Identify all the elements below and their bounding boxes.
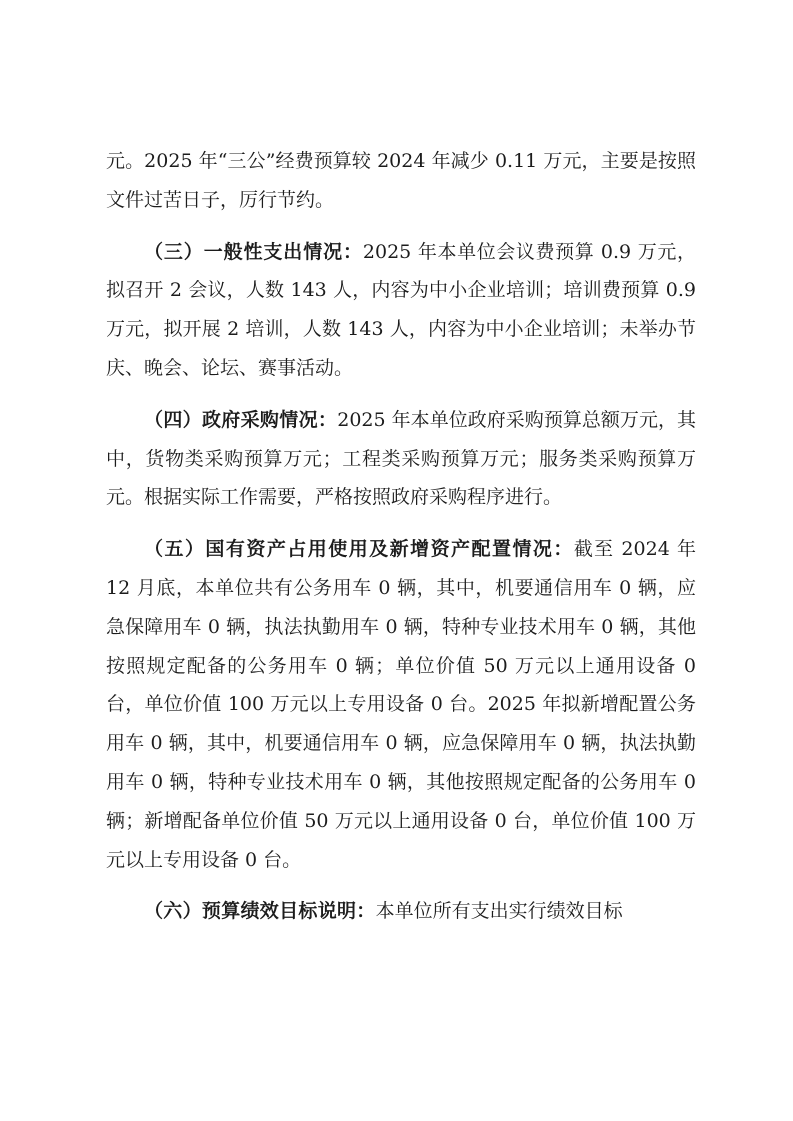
paragraph-general-expenditure xyxy=(106,233,696,388)
section-heading-four: （四）政府采购情况： xyxy=(144,408,338,431)
document-body xyxy=(106,142,696,931)
paragraph-performance-goals xyxy=(106,892,696,931)
paragraph-state-assets xyxy=(106,530,696,879)
paragraph-text: 元。2025 年“三公”经费预算较 2024 年减少 0.11 万元，主要是按照文件过苦日子，厉行节约。 xyxy=(106,150,696,211)
paragraph-text: 2025 年本单位政府采购预算总额万元，其中，货物类采购预算万元；工程类采购预算万元；服务类采购预算万元。根据实际工作需要，严格按照政府采购程序进行。 xyxy=(106,408,696,509)
paragraph-text: 2025 年本单位会议费预算 0.9 万元，拟召开 2 会议，人数 143 人，内容为中小企业培训；培训费预算 0.9 万元，拟开展 2 培训，人数 143 人，内容为中小企业培训；未举办节庆、晚会、论坛、赛事活动。 xyxy=(106,240,696,379)
paragraph-three-public-expenses xyxy=(106,142,696,220)
paragraph-text: 本单位所有支出实行绩效目标 xyxy=(375,900,623,923)
paragraph-government-procurement xyxy=(106,401,696,517)
section-heading-three: （三）一般性支出情况： xyxy=(144,240,363,263)
paragraph-text: 截至 2024 年 12 月底，本单位共有公务用车 0 辆，其中，机要通信用车 0 辆，应急保障用车 0 辆，执法执勤用车 0 辆，特种专业技术用车 0 辆，其他按照规定配备的公务用车 0 辆；单位价值 50 万元以上通用设备 0 台，单位价值 100 万元以上专用设备 0 台。2025 年拟新增配置公务用车 0 辆，其中，机要通信用车 0 辆，应急保障用车 0 辆，执法执勤用车 0 辆，特种专业技术用车 0 辆，其他按照规定配备的公务用车 0 辆；新增配备单位价值 50 万元以上通用设备 0 台，单位价值 100 万元以上专用设备 0 台。 xyxy=(106,538,696,871)
section-heading-six: （六）预算绩效目标说明： xyxy=(144,900,376,923)
section-heading-five: （五）国有资产占用使用及新增资产配置情况： xyxy=(144,538,574,561)
